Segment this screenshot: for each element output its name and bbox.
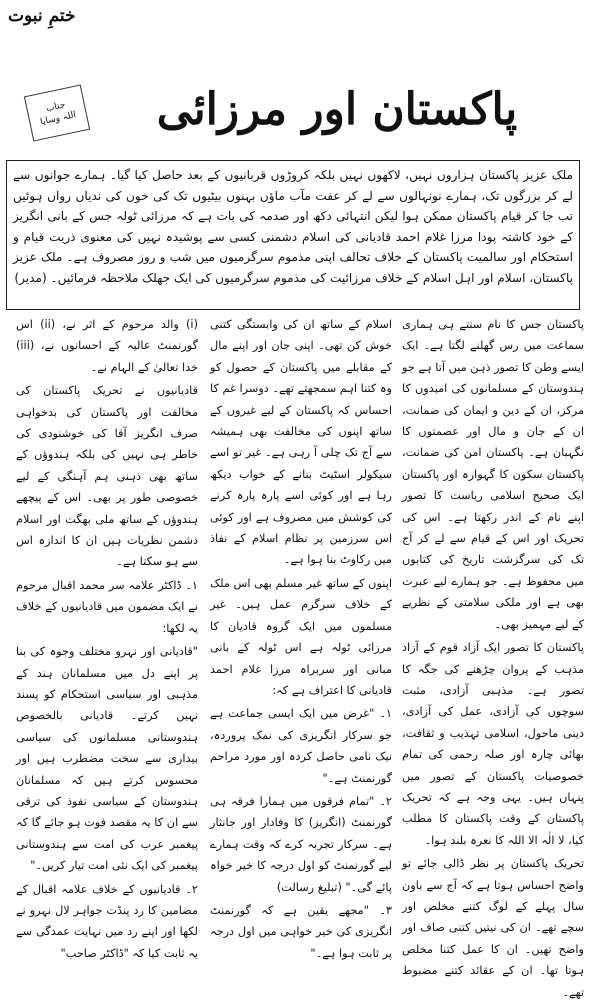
paragraph: ۲۔ قادیانیوں کے خلاف علامہ اقبال کے مضامین کا رد پنڈت جواہر لال نہرو نے لکھا اور اپنے رد میں نہایت عمدگی سے یہ ثابت کیا کہ "ڈاکٹر صاحب" (16, 882, 198, 960)
paragraph: تحریک پاکستان پر نظر ڈالی جائے تو واضح احساس ہوتا ہے کہ آج سے باون سال پہلے کے لوگ کتنے مخلص اور سچے تھے۔ ان کی نیتیں کتنی صاف اور واضح تھیں۔ ان کا عمل کتنا مخلص ہوتا تھا۔ ان کے عقائد کتنے مضبوط تھے۔ (402, 857, 584, 999)
paragraph: پاکستان جس کا نام سنتے ہی ہماری سماعت میں رس گھلنے لگتا ہے۔ ایک ایسے وطن کا تصور ذہن میں آتا ہے جو ہندوستان کے مسلمانوں کی امیدوں کا مرکز، ان کے دین و ایمان کی ضمانت، ان کے جان و مال اور عصمتوں کا نگہبان ہے۔ پاکستان امن کی ضمانت، پاکستان سکون کا گہوارہ اور پاکستان ایک صحیح اسلامی ریاست کا تصور اپنے نام کے اندر رکھتا ہے۔ اس کی تحریک اور اس کے قیام سے لے کر آج تک کی سرگزشت تاریخ کی کتابوں میں محفوظ ہے۔ جو ہمارے لیے عبرت بھی ہے اور ملکی سلامتی کے نظریے کے لیے مہمیز بھی۔ (402, 318, 584, 631)
editor-intro-box: ملک عزیز پاکستان ہزاروں نہیں، لاکھوں نہیں بلکہ کروڑوں قربانیوں کے بعد حاصل کیا گیا۔ ہمارے جوانوں سے لے کر بزرگوں تک، ہمارے نونہالوں سے لے کر عفت مآب ماؤں بہنوں بیٹیوں تک کی خون کی ندیاں رواں ہوئیں تب جا کر قیام پاکستان ممکن ہوا لیکن انتہائی دکھ اور صدمہ کی بات ہے کہ مرزائی ٹولہ جس کے بانی انگریز کے خود کاشتہ پودا مرزا غلام احمد قادیانی کی اسلام دشمنی کسی سے پوشیدہ نہیں کی معنوی ذریت قیام و استحکام اور سالمیت پاکستان کے خلاف تحالف اپنی مذموم سرگرمیوں میں شب و روز مصروف ہے۔ ملک عزیز پاکستان، اسلام اور اہل اسلام کے خلاف مرزائیت کی مذموم سرگرمیوں کی ایک جھلک ملاحظہ فرمائیں۔ (مدیر) (6, 160, 580, 310)
author-stamp (24, 84, 90, 141)
column-middle (210, 314, 392, 960)
article-title: پاکستان اور مرزائی (156, 84, 518, 135)
paragraph: اپنوں کے ساتھ غیر مسلم بھی اس ملک کے خلاف سرگرم عمل ہیں۔ غیر مسلموں میں ایک گروہ قادیان کا مرزائی ٹولہ ہے اس ٹولہ کے بانی مبانی اور سربراہ مرزا غلام احمد قادیانی کا اعتراف ہے کہ: (210, 576, 392, 697)
stamp-line-2: اللہ وسایا (39, 110, 78, 128)
paragraph: پاکستان کا تصور ایک آزاد قوم کے آزاد مذہب کے پروان چڑھنے کی جگہ کا تصور ہے۔ مذہبی آزادی، مثبت سوچوں کی آزادی، عمل کی آزادی، دینی ماحول، اسلامی تہذیب و ثقافت، بھائی چارہ اور صلہ رحمی کی تمام خصوصیات پاکستان کے تصور میں پنہاں ہیں۔ یہی وجہ ہے کہ تحریک پاکستان کے وقت پاکستان کا مطلب کیا، لا الٰہ الا اللہ کا نعرہ بلند ہوا۔ (402, 641, 584, 847)
paragraph: قادیانیوں نے تحریک پاکستان کی مخالفت اور پاکستان کی بدخواہی صرف انگریز آقا کی خوشنودی کی خاطر ہی نہیں کی بلکہ ہندوؤں کے ساتھ بھی ذہنی ہم آہنگی کے لیے خصوصی طور پر بھی۔ اس کے پیچھے ہندوؤں کے ساتھ ملی بھگت اور اسلام دشمن نظریات ہیں ان کا اندازہ اس سے ہو سکتا ہے۔ (16, 384, 198, 569)
column-left (16, 314, 198, 960)
quotation: ۱۔ "غرض میں ایک ایسی جماعت ہے جو سرکار انگریزی کی نمک پروردہ، نیک نامی حاصل کردہ اور مورد مراحم گورنمنٹ ہے۔" (210, 707, 392, 785)
quotation: "قادیانی اور نہرو مختلف وجوہ کی بنا پر اپنے دل میں مسلمانان ہند کے مذہبی اور سیاسی استحکام کو پسند نہیں کرتے۔ قادیانی بالخصوص ہندوستانی مسلمانوں کی سیاسی بیداری سے سخت مضطرب ہیں اور محسوس کرتے ہیں کہ مسلمانان ہندوستان کے سیاسی نفوذ کی ترقی سے ان کا یہ مقصد فوت ہو جائے گا کہ پیغمبر عرب کی امت سے ہندوستانی پیغمبر کی ایک نئی امت تیار کریں۔" (16, 645, 198, 873)
quotation: ۳۔ "مجھے یقین ہے کہ گورنمنٹ انگریزی کی خیر خواہی میں اول درجہ پر ثابت ہوا ہے۔" (210, 903, 392, 960)
paragraph: ۱۔ ڈاکٹر علامہ سر محمد اقبال مرحوم نے ایک مضمون میں قادیانیوں کے خلاف یہ لکھا: (16, 578, 198, 635)
stamp-line-1: جناب (45, 100, 67, 115)
magazine-logo: ختمِ نبوت (8, 6, 76, 26)
paragraph: اسلام کے ساتھ ان کی وابستگی کتنی خوش کن تھی۔ اپنی جان اور اپنے مال کے مقابلے میں پاکستان کے حصول کو وہ کتنا اہم سمجھتے تھے۔ دوسرا غم کا احساس کہ پاکستان کے لیے غیروں کے ساتھ اپنوں کی مخالفت بھی ہمیشہ سے آج تک چلی آ رہی ہے۔ غیر تو اسے سیکولر اسٹیٹ بنانے کے خواب دیکھ رہا ہے اور کوئی اسے پارہ پارہ کرنے کی کوشش میں مصروف ہے اور کوئی اس سرزمین پر نظام اسلام کے نفاذ میں رکاوٹ بنا ہوا ہے۔ (210, 318, 392, 567)
column-right (402, 314, 584, 999)
quotation: ۲۔ "تمام فرقوں میں ہمارا فرقہ ہی گورنمنٹ (انگریز) کا وفادار اور جانثار ہے۔ سرکار تجربہ کرے کہ وقت ہمارے لیے گورنمنٹ کو اول درجہ کا خیر خواہ پائے گی۔" (تبلیغ رسالت) (210, 794, 392, 894)
paragraph: (i) والد مرحوم کے اثر نے، (ii) اس گورنمنٹ عالیہ کے احسانوں نے، (iii) خدا تعالیٰ کے الہام نے۔ (16, 318, 198, 374)
